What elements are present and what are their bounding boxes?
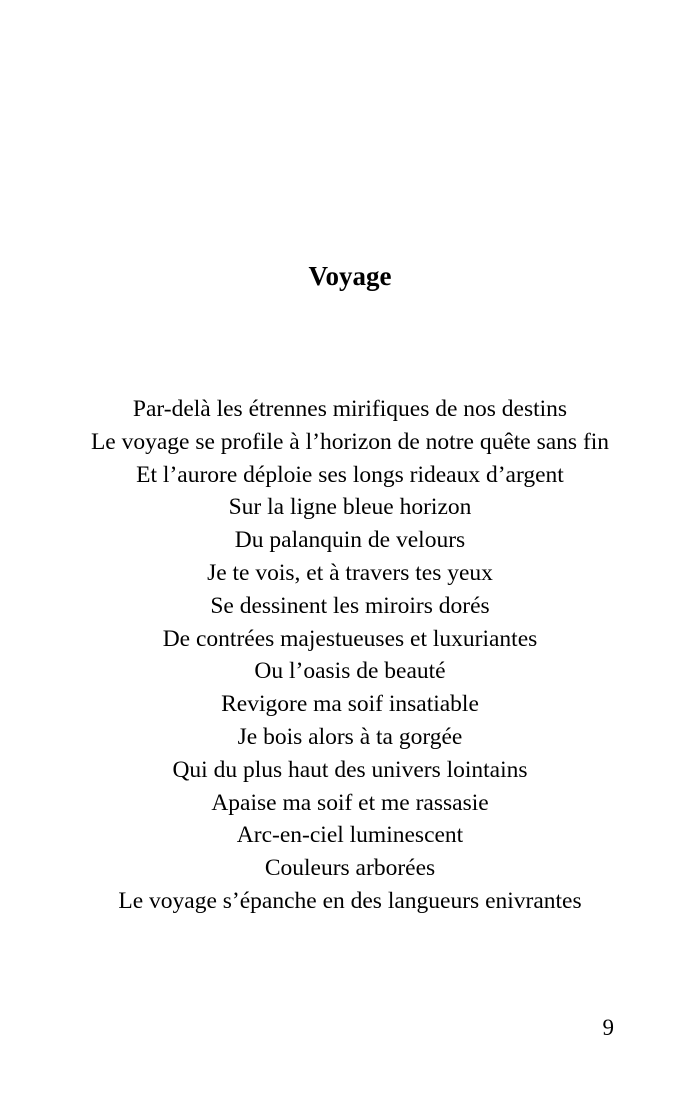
poem-line: Je bois alors à ta gorgée (237, 723, 463, 750)
poem-line: Apaise ma soif et me rassasie (211, 789, 489, 816)
poem-line: Par-delà les étrennes mirifiques de nos destins (132, 396, 568, 422)
poem-line: Se dessinent les miroirs dorés (210, 592, 490, 619)
poem-line: Je te vois, et à travers tes yeux (207, 559, 493, 586)
poem-line: Qui du plus haut des univers lointains (172, 756, 528, 783)
poem-line: Couleurs arborées (264, 855, 436, 882)
poem-line: Le voyage s’épanche en des langueurs enivrantes (118, 887, 582, 914)
poem-line: Revigore ma soif insatiable (221, 691, 479, 718)
poem-line: Arc-en-ciel luminescent (236, 822, 464, 849)
page-number: 9 (602, 1015, 614, 1040)
poem-line: Et l’aurore déploie ses longs rideaux d’argent (136, 461, 564, 488)
poem-line: Le voyage se profile à l’horizon de notre quête sans fin (90, 428, 610, 455)
poem-line: Du palanquin de velours (234, 527, 466, 554)
poem-line: Ou l’oasis de beauté (254, 658, 446, 685)
poem-body (0, 393, 700, 918)
poem-title: Voyage (308, 261, 392, 291)
poem-line: De contrées majestueuses et luxuriantes (162, 625, 538, 652)
poem-line: Sur la ligne bleue horizon (228, 494, 472, 521)
